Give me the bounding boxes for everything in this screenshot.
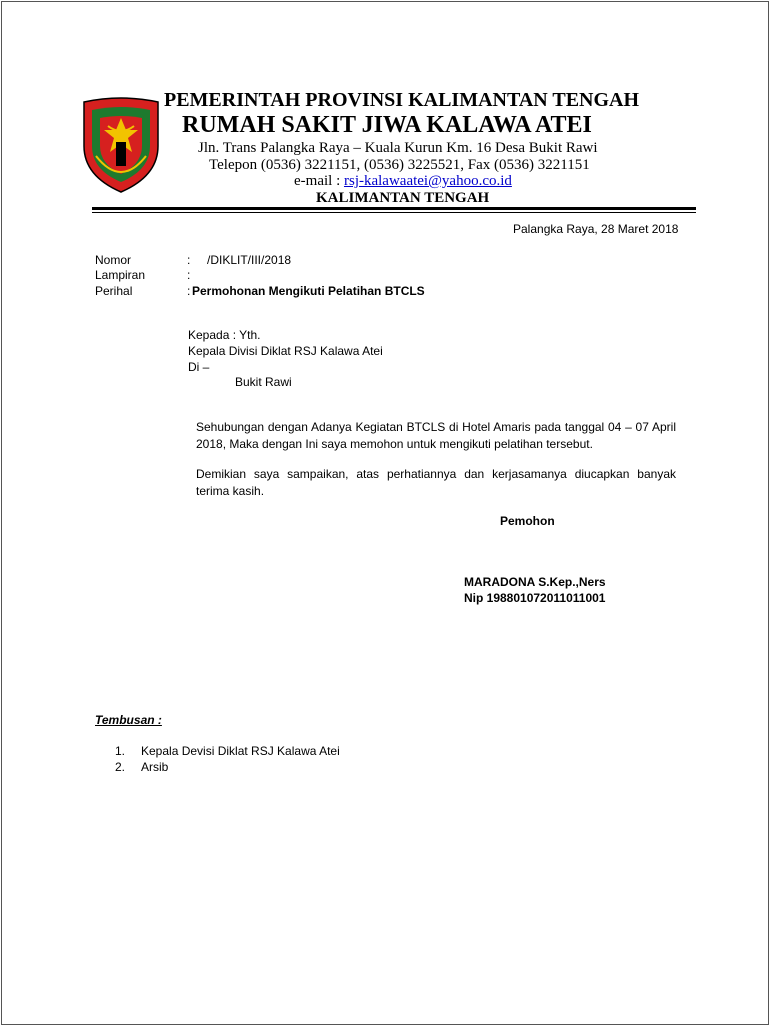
lampiran-label: Lampiran (95, 268, 146, 282)
perihal-value: Permohonan Mengikuti Pelatihan BTCLS (192, 284, 425, 298)
tembusan-title: Tembusan : (95, 713, 162, 727)
letterhead-email-line (294, 173, 512, 190)
letterhead-address: Jln. Trans Palangka Raya – Kuala Kurun Km. 16 Desa Bukit Rawi (198, 140, 598, 156)
tembusan-item-number: 2. (115, 760, 126, 774)
recipient-title: Kepala Divisi Diklat RSJ Kalawa Atei (188, 344, 383, 358)
lampiran-colon: : (187, 268, 191, 282)
signature-role: Pemohon (500, 514, 555, 528)
nomor-colon: : (187, 253, 191, 267)
nomor-label: Nomor (95, 253, 132, 267)
letterhead-divider-thin (92, 212, 696, 213)
email-label: e-mail : (294, 173, 344, 189)
recipient-greeting: Kepada : Yth. (188, 328, 261, 342)
tembusan-item: Kepala Devisi Diklat RSJ Kalawa Atei (141, 744, 340, 758)
email-link[interactable]: rsj-kalawaatei@yahoo.co.id (343, 173, 512, 189)
tembusan-item-number: 1. (115, 744, 126, 758)
letterhead-government: PEMERINTAH PROVINSI KALIMANTAN TENGAH (164, 89, 640, 111)
body-paragraph-1: Sehubungan dengan Adanya Kegiatan BTCLS di Hotel Amaris pada tanggal 04 – 07 April 2018, Maka dengan Ini saya memohon untuk mengikuti pelatihan tersebut. (196, 420, 676, 451)
letter-date: Palangka Raya, 28 Maret 2018 (513, 222, 679, 236)
signature-nip: Nip 198801072011011001 (464, 591, 606, 605)
letterhead-phone: Telepon (0536) 3221151, (0536) 3225521, Fax (0536) 3221151 (209, 157, 590, 173)
recipient-location: Bukit Rawi (235, 375, 292, 389)
provincial-emblem-logo (80, 96, 162, 194)
perihal-colon: : (187, 284, 191, 298)
recipient-di: Di – (188, 360, 210, 374)
body-paragraph-2: Demikian saya sampaikan, atas perhatiannya dan kerjasamanya diucapkan banyak terima kasih. (196, 467, 676, 498)
perihal-label: Perihal (95, 284, 133, 298)
nomor-value: /DIKLIT/III/2018 (207, 253, 292, 267)
tembusan-item: Arsib (141, 760, 169, 774)
signature-name: MARADONA S.Kep.,Ners (464, 575, 606, 589)
letterhead-region: KALIMANTAN TENGAH (316, 190, 490, 206)
letterhead-divider-thick (92, 207, 696, 210)
letterhead-hospital-name: RUMAH SAKIT JIWA KALAWA ATEI (182, 112, 592, 138)
